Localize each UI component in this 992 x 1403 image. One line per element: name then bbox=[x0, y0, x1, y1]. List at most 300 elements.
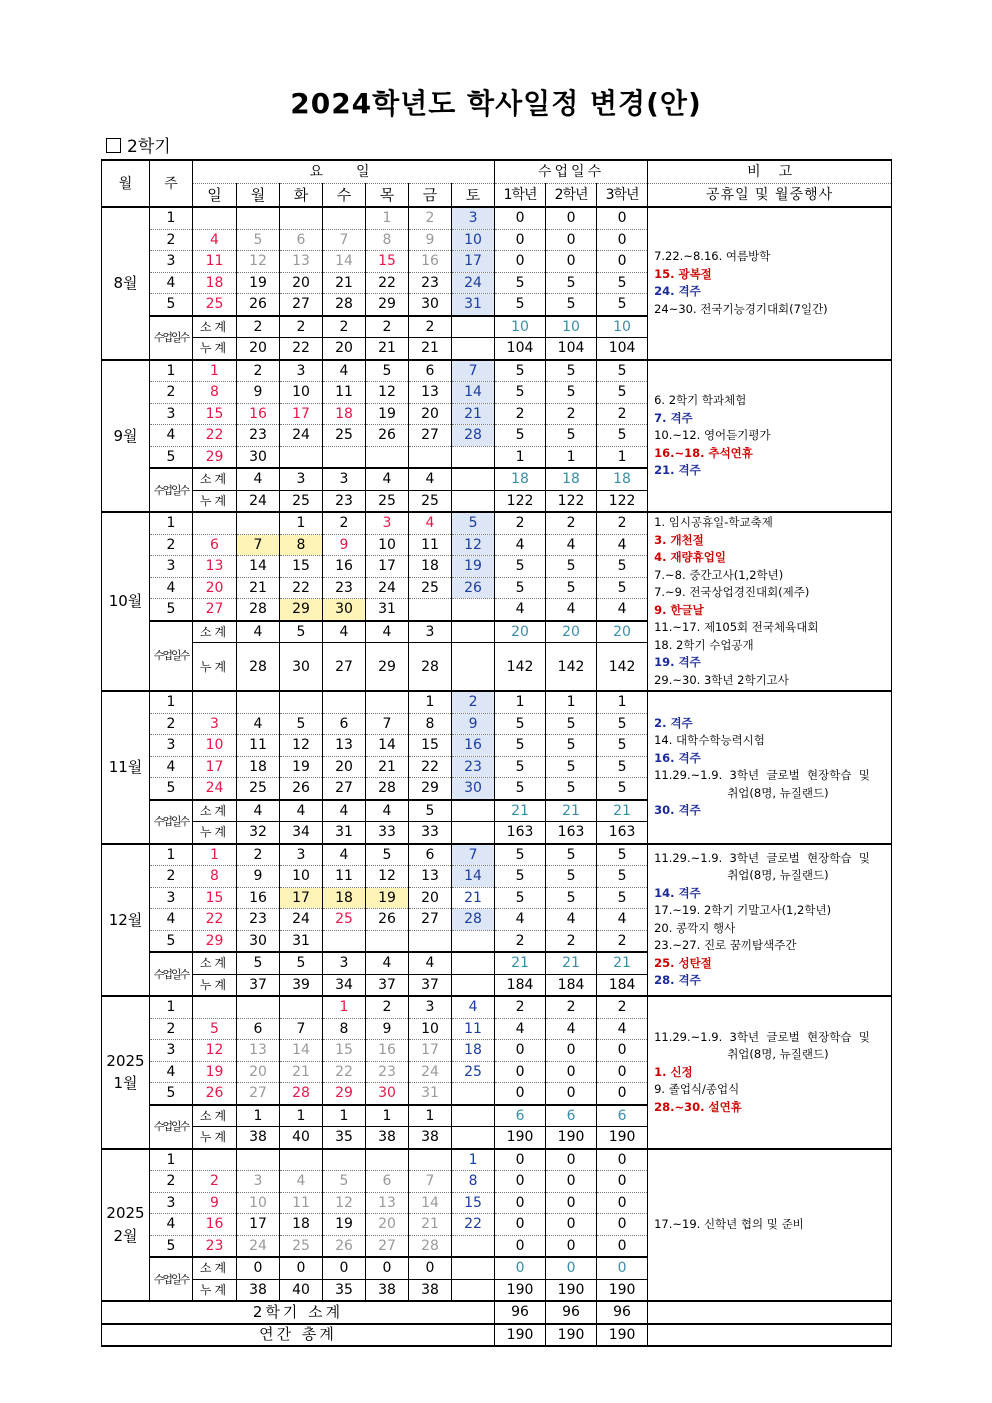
remark-cell bbox=[648, 512, 892, 691]
remark-line: 21. 격주 bbox=[654, 463, 701, 477]
day-cell bbox=[237, 996, 280, 1018]
subtotal-grade: 0 bbox=[597, 1257, 648, 1279]
day-cell: 16 bbox=[193, 1214, 237, 1236]
header-day-0: 일 bbox=[193, 184, 237, 208]
grade-days-cell: 4 bbox=[495, 534, 546, 556]
cumulative-day: 25 bbox=[409, 490, 452, 512]
day-cell: 27 bbox=[409, 909, 452, 931]
day-cell: 19 bbox=[366, 403, 409, 425]
day-cell: 24 bbox=[366, 577, 409, 599]
day-cell: 18 bbox=[323, 403, 366, 425]
day-cell: 16 bbox=[323, 556, 366, 578]
day-cell bbox=[452, 599, 495, 621]
week-number: 2 bbox=[150, 534, 193, 556]
remark-line: 24. 격주 bbox=[654, 284, 701, 299]
cumulative-grade: 104 bbox=[546, 338, 597, 360]
cumulative-sat bbox=[452, 1127, 495, 1149]
grade-days-cell: 0 bbox=[597, 1040, 648, 1062]
subtotal-sat bbox=[452, 1105, 495, 1127]
day-cell: 12 bbox=[366, 382, 409, 404]
day-cell bbox=[452, 1083, 495, 1105]
cumulative-day: 33 bbox=[409, 822, 452, 844]
remark-line: 17.~19. 2학기 기말고사(1,2학년) bbox=[654, 903, 832, 918]
grade-days-cell: 4 bbox=[495, 909, 546, 931]
day-cell: 3 bbox=[280, 360, 323, 382]
day-cell: 10 bbox=[366, 534, 409, 556]
day-cell bbox=[323, 930, 366, 952]
day-cell: 18 bbox=[452, 1040, 495, 1062]
week-number: 3 bbox=[150, 735, 193, 757]
day-cell: 17 bbox=[409, 1040, 452, 1062]
grade-days-cell: 5 bbox=[495, 887, 546, 909]
remark-line: 18. 2학기 수업공개 bbox=[654, 637, 754, 652]
day-cell: 14 bbox=[280, 1040, 323, 1062]
total-grade: 190 bbox=[495, 1324, 546, 1347]
day-cell: 26 bbox=[280, 778, 323, 800]
cumulative-day: 34 bbox=[323, 974, 366, 996]
total-label: 2학기 소계 bbox=[102, 1301, 495, 1324]
remark-line: 28. 격주 bbox=[654, 973, 701, 988]
week-number: 3 bbox=[150, 403, 193, 425]
subtotal-label: 소계 bbox=[193, 1105, 237, 1127]
header-week: 주 bbox=[150, 160, 193, 207]
subtotal-day: 4 bbox=[237, 621, 280, 643]
cumulative-label: 누계 bbox=[193, 643, 237, 692]
cumulative-day: 38 bbox=[237, 1279, 280, 1301]
cumulative-day: 35 bbox=[323, 1279, 366, 1301]
grade-days-cell: 5 bbox=[495, 577, 546, 599]
day-cell: 4 bbox=[323, 844, 366, 866]
page-title: 2024학년도 학사일정 변경(안) bbox=[290, 87, 702, 120]
day-cell: 4 bbox=[323, 360, 366, 382]
day-cell: 4 bbox=[452, 996, 495, 1018]
grade-days-cell: 0 bbox=[546, 251, 597, 273]
week-number: 5 bbox=[150, 446, 193, 468]
subtotal-day: 2 bbox=[280, 316, 323, 338]
cumulative-grade: 184 bbox=[495, 974, 546, 996]
remark-line: 취업(8명, 뉴질랜드) bbox=[654, 785, 829, 800]
day-cell bbox=[323, 446, 366, 468]
week-number: 3 bbox=[150, 251, 193, 273]
grade-days-cell: 5 bbox=[597, 887, 648, 909]
day-cell: 19 bbox=[452, 556, 495, 578]
semester-label: 2학기 bbox=[127, 137, 171, 157]
day-cell: 16 bbox=[452, 735, 495, 757]
grade-days-cell: 5 bbox=[495, 713, 546, 735]
grade-days-cell: 5 bbox=[495, 294, 546, 316]
day-cell bbox=[409, 446, 452, 468]
day-cell: 26 bbox=[452, 577, 495, 599]
grade-days-cell: 5 bbox=[597, 713, 648, 735]
week-row bbox=[102, 360, 892, 382]
cumulative-day: 22 bbox=[280, 338, 323, 360]
day-cell: 27 bbox=[280, 294, 323, 316]
cumulative-sat bbox=[452, 338, 495, 360]
day-cell: 6 bbox=[323, 713, 366, 735]
cumulative-day: 38 bbox=[409, 1127, 452, 1149]
total-grade: 96 bbox=[597, 1301, 648, 1324]
grade-days-cell: 0 bbox=[546, 1149, 597, 1171]
grade-days-cell: 0 bbox=[495, 1040, 546, 1062]
grade-days-cell: 5 bbox=[495, 756, 546, 778]
week-row bbox=[102, 844, 892, 866]
grade-days-cell: 5 bbox=[546, 382, 597, 404]
subtotal-grade: 20 bbox=[597, 621, 648, 643]
grade-days-cell: 0 bbox=[495, 1171, 546, 1193]
month-label: 12월 bbox=[102, 844, 150, 997]
cumulative-sat bbox=[452, 822, 495, 844]
day-cell: 18 bbox=[323, 887, 366, 909]
grade-days-cell: 5 bbox=[546, 577, 597, 599]
day-cell: 16 bbox=[237, 403, 280, 425]
cumulative-day: 40 bbox=[280, 1127, 323, 1149]
week-number: 3 bbox=[150, 887, 193, 909]
grade-days-cell: 4 bbox=[546, 534, 597, 556]
remark-line: 28.~30. 설연휴 bbox=[654, 1099, 742, 1114]
grade-days-cell: 0 bbox=[546, 229, 597, 251]
day-cell bbox=[237, 691, 280, 713]
remark-line: 11.29.~1.9. 3학년 글로벌 현장학습 및 bbox=[654, 1029, 870, 1044]
day-cell: 21 bbox=[409, 1214, 452, 1236]
day-cell bbox=[366, 691, 409, 713]
subtotal-sat bbox=[452, 621, 495, 643]
cumulative-day: 25 bbox=[366, 490, 409, 512]
total-grade: 190 bbox=[597, 1324, 648, 1347]
subtotal-grade: 18 bbox=[546, 468, 597, 490]
day-cell: 8 bbox=[280, 534, 323, 556]
day-cell: 10 bbox=[237, 1192, 280, 1214]
remark-line: 7.~9. 전국상업경진대회(제주) bbox=[654, 585, 810, 599]
day-cell: 23 bbox=[323, 577, 366, 599]
grade-days-cell: 5 bbox=[597, 866, 648, 888]
remark-line: 7. 격주 bbox=[654, 410, 693, 425]
day-cell: 29 bbox=[193, 446, 237, 468]
day-cell: 20 bbox=[409, 403, 452, 425]
day-cell: 24 bbox=[409, 1061, 452, 1083]
day-cell: 26 bbox=[366, 425, 409, 447]
week-number: 1 bbox=[150, 360, 193, 382]
week-number: 2 bbox=[150, 866, 193, 888]
month-label: 10월 bbox=[102, 512, 150, 691]
day-cell: 5 bbox=[323, 1171, 366, 1193]
day-cell: 21 bbox=[237, 577, 280, 599]
grade-days-cell: 2 bbox=[597, 512, 648, 534]
day-cell: 13 bbox=[280, 251, 323, 273]
grade-days-cell: 0 bbox=[597, 1149, 648, 1171]
subtotal-day: 4 bbox=[366, 468, 409, 490]
cumulative-day: 37 bbox=[409, 974, 452, 996]
day-cell: 10 bbox=[280, 382, 323, 404]
remark-line: 4. 재량휴업일 bbox=[654, 550, 726, 564]
remark-line: 6. 2학기 학과체험 bbox=[654, 393, 747, 407]
cumulative-grade: 184 bbox=[597, 974, 648, 996]
grade-days-cell: 2 bbox=[597, 996, 648, 1018]
day-cell: 13 bbox=[323, 735, 366, 757]
remark-line: 10.~12. 영어듣기평가 bbox=[654, 428, 771, 442]
subtotal-sat bbox=[452, 952, 495, 974]
subtotal-label: 소계 bbox=[193, 621, 237, 643]
day-cell: 23 bbox=[237, 425, 280, 447]
week-number: 4 bbox=[150, 909, 193, 931]
grade-days-cell: 0 bbox=[495, 1149, 546, 1171]
subtotal-grade: 21 bbox=[597, 952, 648, 974]
cumulative-day: 21 bbox=[409, 338, 452, 360]
total-row bbox=[102, 1324, 892, 1347]
subtotal-grade: 21 bbox=[495, 952, 546, 974]
day-cell: 20 bbox=[323, 756, 366, 778]
day-cell: 22 bbox=[193, 425, 237, 447]
cumulative-day: 29 bbox=[366, 643, 409, 692]
day-cell: 15 bbox=[409, 735, 452, 757]
cumulative-day: 33 bbox=[366, 822, 409, 844]
cumulative-day: 40 bbox=[280, 1279, 323, 1301]
grade-days-cell: 5 bbox=[597, 844, 648, 866]
day-cell bbox=[193, 691, 237, 713]
day-cell: 14 bbox=[409, 1192, 452, 1214]
day-cell: 5 bbox=[193, 1018, 237, 1040]
remark-cell bbox=[648, 207, 892, 360]
remark-cell bbox=[648, 844, 892, 997]
day-cell: 28 bbox=[452, 425, 495, 447]
cumulative-grade: 190 bbox=[597, 1279, 648, 1301]
grade-days-cell: 0 bbox=[597, 251, 648, 273]
grade-days-cell: 0 bbox=[495, 207, 546, 229]
day-cell: 13 bbox=[409, 866, 452, 888]
grade-days-cell: 1 bbox=[495, 446, 546, 468]
remark-line: 29.~30. 3학년 2학기고사 bbox=[654, 672, 789, 687]
header-remark: 비 고 bbox=[648, 160, 892, 184]
cumulative-day: 23 bbox=[323, 490, 366, 512]
day-cell: 4 bbox=[280, 1171, 323, 1193]
remark-line: 1. 임시공휴일-학교축제 bbox=[654, 515, 773, 529]
cumulative-day: 31 bbox=[323, 822, 366, 844]
day-cell: 6 bbox=[366, 1171, 409, 1193]
subtotal-sat bbox=[452, 316, 495, 338]
grade-days-cell: 0 bbox=[546, 1214, 597, 1236]
day-cell bbox=[323, 207, 366, 229]
day-cell: 4 bbox=[237, 713, 280, 735]
week-row bbox=[102, 207, 892, 229]
day-cell: 8 bbox=[323, 1018, 366, 1040]
day-cell: 19 bbox=[280, 756, 323, 778]
remark-line: 23.~27. 진로 꿈끼탐색주간 bbox=[654, 938, 797, 953]
remark-line: 7.~8. 중간고사(1,2학년) bbox=[654, 567, 784, 582]
day-cell: 10 bbox=[280, 866, 323, 888]
day-cell: 5 bbox=[237, 229, 280, 251]
day-cell: 30 bbox=[323, 599, 366, 621]
day-cell: 1 bbox=[366, 207, 409, 229]
day-cell: 13 bbox=[193, 556, 237, 578]
grade-days-cell: 0 bbox=[546, 1083, 597, 1105]
cumulative-label: 누계 bbox=[193, 1127, 237, 1149]
day-cell: 31 bbox=[280, 930, 323, 952]
cumulative-grade: 184 bbox=[546, 974, 597, 996]
remark-line: 11.29.~1.9. 3학년 글로벌 현장학습 및 bbox=[654, 768, 870, 783]
cumulative-label: 누계 bbox=[193, 974, 237, 996]
day-cell bbox=[193, 996, 237, 1018]
day-cell: 1 bbox=[452, 1149, 495, 1171]
day-cell: 26 bbox=[237, 294, 280, 316]
subtotal-grade: 21 bbox=[597, 800, 648, 822]
day-cell bbox=[193, 512, 237, 534]
day-cell: 8 bbox=[409, 713, 452, 735]
grade-days-cell: 1 bbox=[597, 446, 648, 468]
grade-days-cell: 4 bbox=[546, 909, 597, 931]
day-cell: 23 bbox=[193, 1235, 237, 1257]
grade-days-cell: 0 bbox=[597, 1171, 648, 1193]
grade-days-cell: 5 bbox=[495, 360, 546, 382]
grade-days-cell: 5 bbox=[546, 556, 597, 578]
subtotal-day: 5 bbox=[237, 952, 280, 974]
subtotal-day: 4 bbox=[366, 952, 409, 974]
day-cell: 3 bbox=[409, 996, 452, 1018]
subtotal-day: 1 bbox=[323, 1105, 366, 1127]
day-cell bbox=[366, 930, 409, 952]
remark-line: 1. 신정 bbox=[654, 1064, 693, 1079]
subtotal-day: 0 bbox=[366, 1257, 409, 1279]
day-cell: 19 bbox=[323, 1214, 366, 1236]
cumulative-day: 39 bbox=[280, 974, 323, 996]
day-cell: 20 bbox=[280, 272, 323, 294]
remark-line: 11.~17. 제105회 전국체육대회 bbox=[654, 620, 819, 634]
grade-days-cell: 5 bbox=[546, 756, 597, 778]
grade-days-cell: 4 bbox=[495, 1018, 546, 1040]
day-cell: 9 bbox=[366, 1018, 409, 1040]
day-cell: 29 bbox=[280, 599, 323, 621]
day-cell: 6 bbox=[237, 1018, 280, 1040]
cumulative-grade: 142 bbox=[597, 643, 648, 692]
day-cell: 2 bbox=[452, 691, 495, 713]
subtotal-grade: 18 bbox=[597, 468, 648, 490]
class-days-label: 수업일수 bbox=[150, 800, 193, 844]
subtotal-day: 4 bbox=[409, 952, 452, 974]
remark-line: 19. 격주 bbox=[654, 655, 701, 669]
header-month: 월 bbox=[102, 160, 150, 207]
day-cell: 11 bbox=[452, 1018, 495, 1040]
class-days-label: 수업일수 bbox=[150, 1105, 193, 1149]
grade-days-cell: 4 bbox=[495, 599, 546, 621]
day-cell: 14 bbox=[366, 735, 409, 757]
grade-days-cell: 0 bbox=[495, 1214, 546, 1236]
day-cell: 6 bbox=[409, 360, 452, 382]
cumulative-grade: 190 bbox=[546, 1279, 597, 1301]
grade-days-cell: 2 bbox=[546, 996, 597, 1018]
day-cell: 15 bbox=[193, 403, 237, 425]
day-cell: 27 bbox=[237, 1083, 280, 1105]
day-cell: 14 bbox=[323, 251, 366, 273]
day-cell: 30 bbox=[409, 294, 452, 316]
header-day-1: 월 bbox=[237, 184, 280, 208]
cumulative-label: 누계 bbox=[193, 1279, 237, 1301]
day-cell: 28 bbox=[280, 1083, 323, 1105]
day-cell: 18 bbox=[409, 556, 452, 578]
day-cell: 7 bbox=[452, 360, 495, 382]
day-cell: 25 bbox=[193, 294, 237, 316]
week-number: 3 bbox=[150, 1192, 193, 1214]
day-cell: 19 bbox=[366, 887, 409, 909]
day-cell bbox=[193, 1149, 237, 1171]
grade-days-cell: 5 bbox=[495, 272, 546, 294]
day-cell: 11 bbox=[280, 1192, 323, 1214]
day-cell: 12 bbox=[193, 1040, 237, 1062]
day-cell bbox=[409, 599, 452, 621]
grade-days-cell: 5 bbox=[597, 756, 648, 778]
day-cell: 31 bbox=[409, 1083, 452, 1105]
day-cell: 26 bbox=[323, 1235, 366, 1257]
header-class-days: 수업일수 bbox=[495, 160, 648, 184]
day-cell: 28 bbox=[237, 599, 280, 621]
grade-days-cell: 0 bbox=[495, 1192, 546, 1214]
subtotal-day: 3 bbox=[409, 621, 452, 643]
header-row bbox=[102, 184, 892, 208]
day-cell: 22 bbox=[193, 909, 237, 931]
week-number: 5 bbox=[150, 599, 193, 621]
subtotal-grade: 20 bbox=[495, 621, 546, 643]
subtotal-day: 2 bbox=[237, 316, 280, 338]
week-number: 5 bbox=[150, 1083, 193, 1105]
day-cell: 12 bbox=[237, 251, 280, 273]
day-cell: 16 bbox=[366, 1040, 409, 1062]
remark-line: 14. 대학수학능력시험 bbox=[654, 733, 765, 748]
day-cell: 13 bbox=[409, 382, 452, 404]
day-cell: 6 bbox=[280, 229, 323, 251]
day-cell: 8 bbox=[193, 382, 237, 404]
day-cell: 2 bbox=[237, 360, 280, 382]
day-cell: 8 bbox=[366, 229, 409, 251]
grade-days-cell: 5 bbox=[597, 272, 648, 294]
day-cell: 15 bbox=[193, 887, 237, 909]
day-cell: 17 bbox=[366, 556, 409, 578]
cumulative-day: 32 bbox=[237, 822, 280, 844]
grade-days-cell: 5 bbox=[495, 844, 546, 866]
subtotal-sat bbox=[452, 800, 495, 822]
remark-line: 20. 콩깍지 행사 bbox=[654, 920, 736, 935]
week-number: 1 bbox=[150, 691, 193, 713]
cumulative-day: 38 bbox=[366, 1127, 409, 1149]
day-cell: 17 bbox=[452, 251, 495, 273]
week-row bbox=[102, 512, 892, 534]
subtotal-day: 2 bbox=[409, 316, 452, 338]
day-cell: 3 bbox=[237, 1171, 280, 1193]
cumulative-day: 38 bbox=[237, 1127, 280, 1149]
subtotal-day: 0 bbox=[409, 1257, 452, 1279]
subtotal-day: 4 bbox=[366, 621, 409, 643]
day-cell: 23 bbox=[237, 909, 280, 931]
subtotal-day: 5 bbox=[409, 800, 452, 822]
day-cell: 16 bbox=[409, 251, 452, 273]
week-number: 1 bbox=[150, 207, 193, 229]
subtotal-day: 4 bbox=[366, 800, 409, 822]
subtotal-day: 4 bbox=[409, 468, 452, 490]
subtotal-grade: 6 bbox=[597, 1105, 648, 1127]
subtotal-grade: 10 bbox=[597, 316, 648, 338]
grade-days-cell: 4 bbox=[597, 909, 648, 931]
grade-days-cell: 0 bbox=[495, 251, 546, 273]
grade-days-cell: 1 bbox=[597, 691, 648, 713]
class-days-label: 수업일수 bbox=[150, 1257, 193, 1301]
week-number: 4 bbox=[150, 577, 193, 599]
day-cell: 14 bbox=[452, 866, 495, 888]
day-cell: 2 bbox=[193, 1171, 237, 1193]
day-cell bbox=[193, 207, 237, 229]
day-cell: 21 bbox=[366, 756, 409, 778]
day-cell: 19 bbox=[237, 272, 280, 294]
subtotal-day: 3 bbox=[323, 952, 366, 974]
subtotal-day: 4 bbox=[323, 800, 366, 822]
grade-days-cell: 5 bbox=[546, 294, 597, 316]
month-label: 9월 bbox=[102, 360, 150, 513]
cumulative-label: 누계 bbox=[193, 822, 237, 844]
